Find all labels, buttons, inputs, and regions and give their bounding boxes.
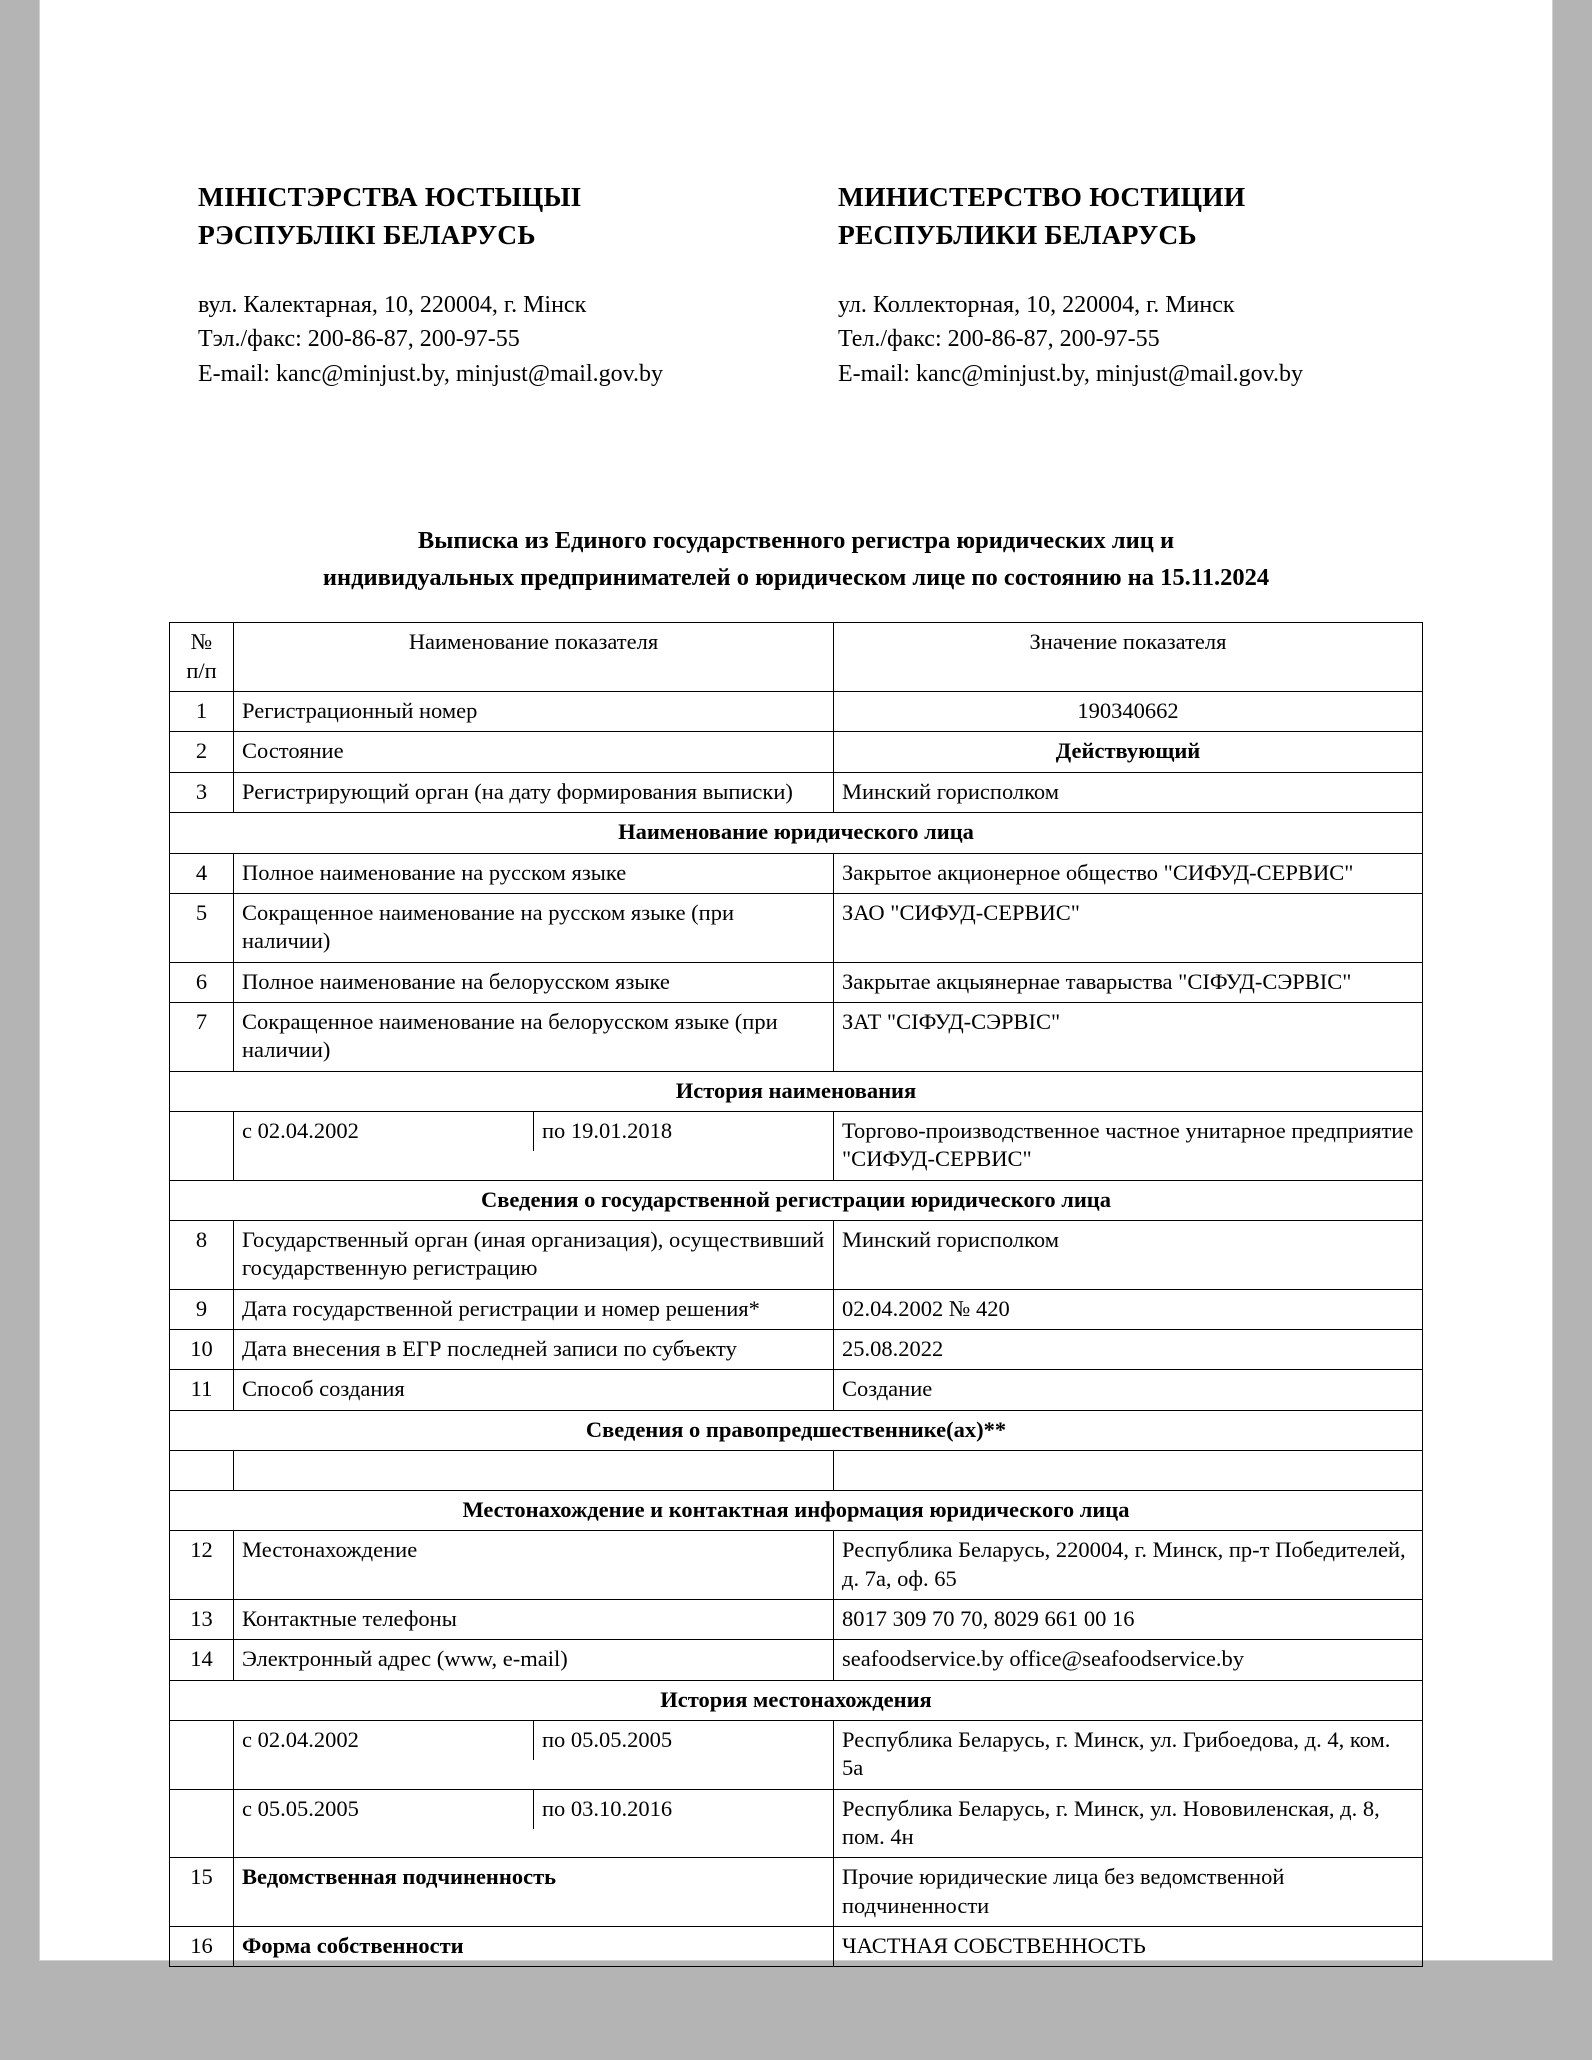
table-row	[170, 1370, 1423, 1410]
table-row	[170, 1329, 1423, 1369]
row-value: Республика Беларусь, г. Минск, ул. Нововиленская, д. 8, пом. 4н	[834, 1789, 1423, 1858]
row-num: 16	[170, 1927, 234, 1967]
row-value: 02.04.2002 № 420	[834, 1289, 1423, 1329]
document-page	[40, 0, 1552, 1960]
row-name: Электронный адрес (www, e-mail)	[234, 1640, 834, 1680]
section-title: Сведения о правопредшественнике(ах)**	[170, 1410, 1423, 1450]
row-name: Местонахождение	[234, 1531, 834, 1600]
table-row	[170, 1531, 1423, 1600]
row-num: 14	[170, 1640, 234, 1680]
row-num-empty	[170, 1451, 234, 1491]
row-num: 15	[170, 1858, 234, 1927]
section-title: Сведения о государственной регистрации юридического лица	[170, 1180, 1423, 1220]
row-period	[234, 1721, 834, 1790]
row-name: Ведомственная подчиненность	[234, 1858, 834, 1927]
row-value: ЗАО "СИФУД-СЕРВИС"	[834, 893, 1423, 962]
period-to: по 05.05.2005	[542, 1727, 673, 1753]
row-value: Минский горисполком	[834, 772, 1423, 812]
header-cell-value: Значение показателя	[834, 623, 1423, 692]
row-num: 1	[170, 692, 234, 732]
row-value: seafoodservice.by office@seafoodservice.by	[834, 1640, 1423, 1680]
table-row	[170, 1002, 1423, 1071]
row-value: Создание	[834, 1370, 1423, 1410]
period-from: с 02.04.2002	[234, 1721, 534, 1760]
table-row	[170, 962, 1423, 1002]
row-name: Дата внесения в ЕГР последней записи по субъекту	[234, 1329, 834, 1369]
table-row	[170, 1858, 1423, 1927]
table-row	[170, 1289, 1423, 1329]
row-name: Способ создания	[234, 1370, 834, 1410]
section-header-registration	[170, 1180, 1423, 1220]
ministry-address-ru: ул. Коллекторная, 10, 220004, г. Минск	[838, 291, 1235, 318]
row-value: 190340662	[834, 692, 1423, 732]
row-value: ЗАТ "СІФУД-СЭРВІС"	[834, 1002, 1423, 1071]
ministry-title-ru-line2: РЕСПУБЛИКИ БЕЛАРУСЬ	[838, 218, 1197, 250]
ministry-contacts-be	[198, 288, 838, 392]
row-name: Дата государственной регистрации и номер решения*	[234, 1289, 834, 1329]
row-value: Действующий	[834, 732, 1423, 772]
table-row	[170, 1927, 1423, 1967]
header-cell-name: Наименование показателя	[234, 623, 834, 692]
period-to: по 19.01.2018	[542, 1117, 673, 1143]
header-cell-num	[170, 623, 234, 692]
row-value: Республика Беларусь, 220004, г. Минск, пр-т Победителей, д. 7а, оф. 65	[834, 1531, 1423, 1600]
row-value: Прочие юридические лица без ведомственной подчиненности	[834, 1858, 1423, 1927]
row-name-empty	[234, 1451, 834, 1491]
table-row-history	[170, 1111, 1423, 1180]
row-value: 8017 309 70 70, 8029 661 00 16	[834, 1600, 1423, 1640]
table-row-history	[170, 1789, 1423, 1858]
row-value: 25.08.2022	[834, 1329, 1423, 1369]
row-period	[234, 1789, 834, 1858]
row-name: Контактные телефоны	[234, 1600, 834, 1640]
ministry-contacts-ru	[838, 288, 1478, 392]
period-from: с 02.04.2002	[234, 1112, 534, 1151]
row-value: ЧАСТНАЯ СОБСТВЕННОСТЬ	[834, 1927, 1423, 1967]
row-num: 10	[170, 1329, 234, 1369]
table-row	[170, 893, 1423, 962]
row-num: 2	[170, 732, 234, 772]
row-num: 5	[170, 893, 234, 962]
registry-table	[169, 622, 1423, 1967]
table-row-empty	[170, 1451, 1423, 1491]
row-name: Состояние	[234, 732, 834, 772]
row-name: Сокращенное наименование на белорусском языке (при наличии)	[234, 1002, 834, 1071]
row-value: Торгово-производственное частное унитарное предприятие "СИФУД-СЕРВИС"	[834, 1111, 1423, 1180]
row-num: 12	[170, 1531, 234, 1600]
period-to: по 03.10.2016	[542, 1795, 673, 1821]
row-period	[234, 1111, 834, 1180]
row-name: Полное наименование на русском языке	[234, 853, 834, 893]
row-name: Регистрационный номер	[234, 692, 834, 732]
table-row	[170, 853, 1423, 893]
row-value: Минский горисполком	[834, 1220, 1423, 1289]
row-num: 13	[170, 1600, 234, 1640]
ministry-title-be-line1: МІНІСТЭРСТВА ЮСТЫЦЫІ	[198, 181, 582, 212]
ministry-email-be: E-mail: kanc@minjust.by, minjust@mail.gov.by	[198, 360, 664, 387]
row-name: Полное наименование на белорусском языке	[234, 962, 834, 1002]
header-num-line2: п/п	[186, 657, 217, 683]
table-row	[170, 732, 1423, 772]
ministry-title-be	[198, 178, 838, 254]
row-num: 7	[170, 1002, 234, 1071]
row-name: Регистрирующий орган (на дату формирования выписки)	[234, 772, 834, 812]
table-row	[170, 1600, 1423, 1640]
ministry-title-ru	[838, 178, 1478, 254]
table-row	[170, 1220, 1423, 1289]
document-title-line1: Выписка из Единого государственного регистра юридических лиц и	[417, 526, 1175, 554]
row-num-empty	[170, 1721, 234, 1790]
table-row	[170, 772, 1423, 812]
table-row	[170, 692, 1423, 732]
section-header-name-history	[170, 1071, 1423, 1111]
section-header-location	[170, 1491, 1423, 1531]
section-header-names	[170, 813, 1423, 853]
ministry-title-ru-line1: МИНИСТЕРСТВО ЮСТИЦИИ	[838, 181, 1246, 212]
document-title	[40, 522, 1552, 598]
ministry-address-be: вул. Калектарная, 10, 220004, г. Мінск	[198, 291, 587, 318]
table-row	[170, 1640, 1423, 1680]
row-num: 6	[170, 962, 234, 1002]
page-content	[40, 0, 1552, 1967]
section-header-location-history	[170, 1680, 1423, 1720]
row-num-empty	[170, 1111, 234, 1180]
row-num: 8	[170, 1220, 234, 1289]
row-value: Республика Беларусь, г. Минск, ул. Грибоедова, д. 4, ком. 5а	[834, 1721, 1423, 1790]
row-name: Форма собственности	[234, 1927, 834, 1967]
section-title: Наименование юридического лица	[170, 813, 1423, 853]
table-header-row	[170, 623, 1423, 692]
section-title: Местонахождение и контактная информация юридического лица	[170, 1491, 1423, 1531]
ministry-phone-be: Тэл./факс: 200-86-87, 200-97-55	[198, 326, 520, 353]
ministry-email-ru: E-mail: kanc@minjust.by, minjust@mail.gov.by	[838, 360, 1304, 387]
ministry-header	[40, 0, 1552, 392]
row-value-empty	[834, 1451, 1423, 1491]
row-num: 9	[170, 1289, 234, 1329]
row-name: Государственный орган (иная организация), осуществивший государственную регистрацию	[234, 1220, 834, 1289]
row-name: Сокращенное наименование на русском языке (при наличии)	[234, 893, 834, 962]
row-num: 4	[170, 853, 234, 893]
row-value: Закрытае акцыянернае таварыства "СІФУД-СЭРВІС"	[834, 962, 1423, 1002]
row-num: 11	[170, 1370, 234, 1410]
row-value: Закрытое акционерное общество "СИФУД-СЕРВИС"	[834, 853, 1423, 893]
header-russian	[838, 178, 1478, 392]
section-title: История местонахождения	[170, 1680, 1423, 1720]
table-row-history	[170, 1721, 1423, 1790]
ministry-phone-ru: Тел./факс: 200-86-87, 200-97-55	[838, 326, 1160, 353]
section-title: История наименования	[170, 1071, 1423, 1111]
ministry-title-be-line2: РЭСПУБЛІКІ БЕЛАРУСЬ	[198, 218, 536, 250]
period-from: с 05.05.2005	[234, 1790, 534, 1829]
header-num-line1: №	[190, 629, 213, 655]
row-num: 3	[170, 772, 234, 812]
row-num-empty	[170, 1789, 234, 1858]
document-title-line2: индивидуальных предпринимателей о юридическом лице по состоянию на 15.11.2024	[322, 564, 1270, 592]
section-header-predecessor	[170, 1410, 1423, 1450]
header-belarusian	[198, 178, 838, 392]
